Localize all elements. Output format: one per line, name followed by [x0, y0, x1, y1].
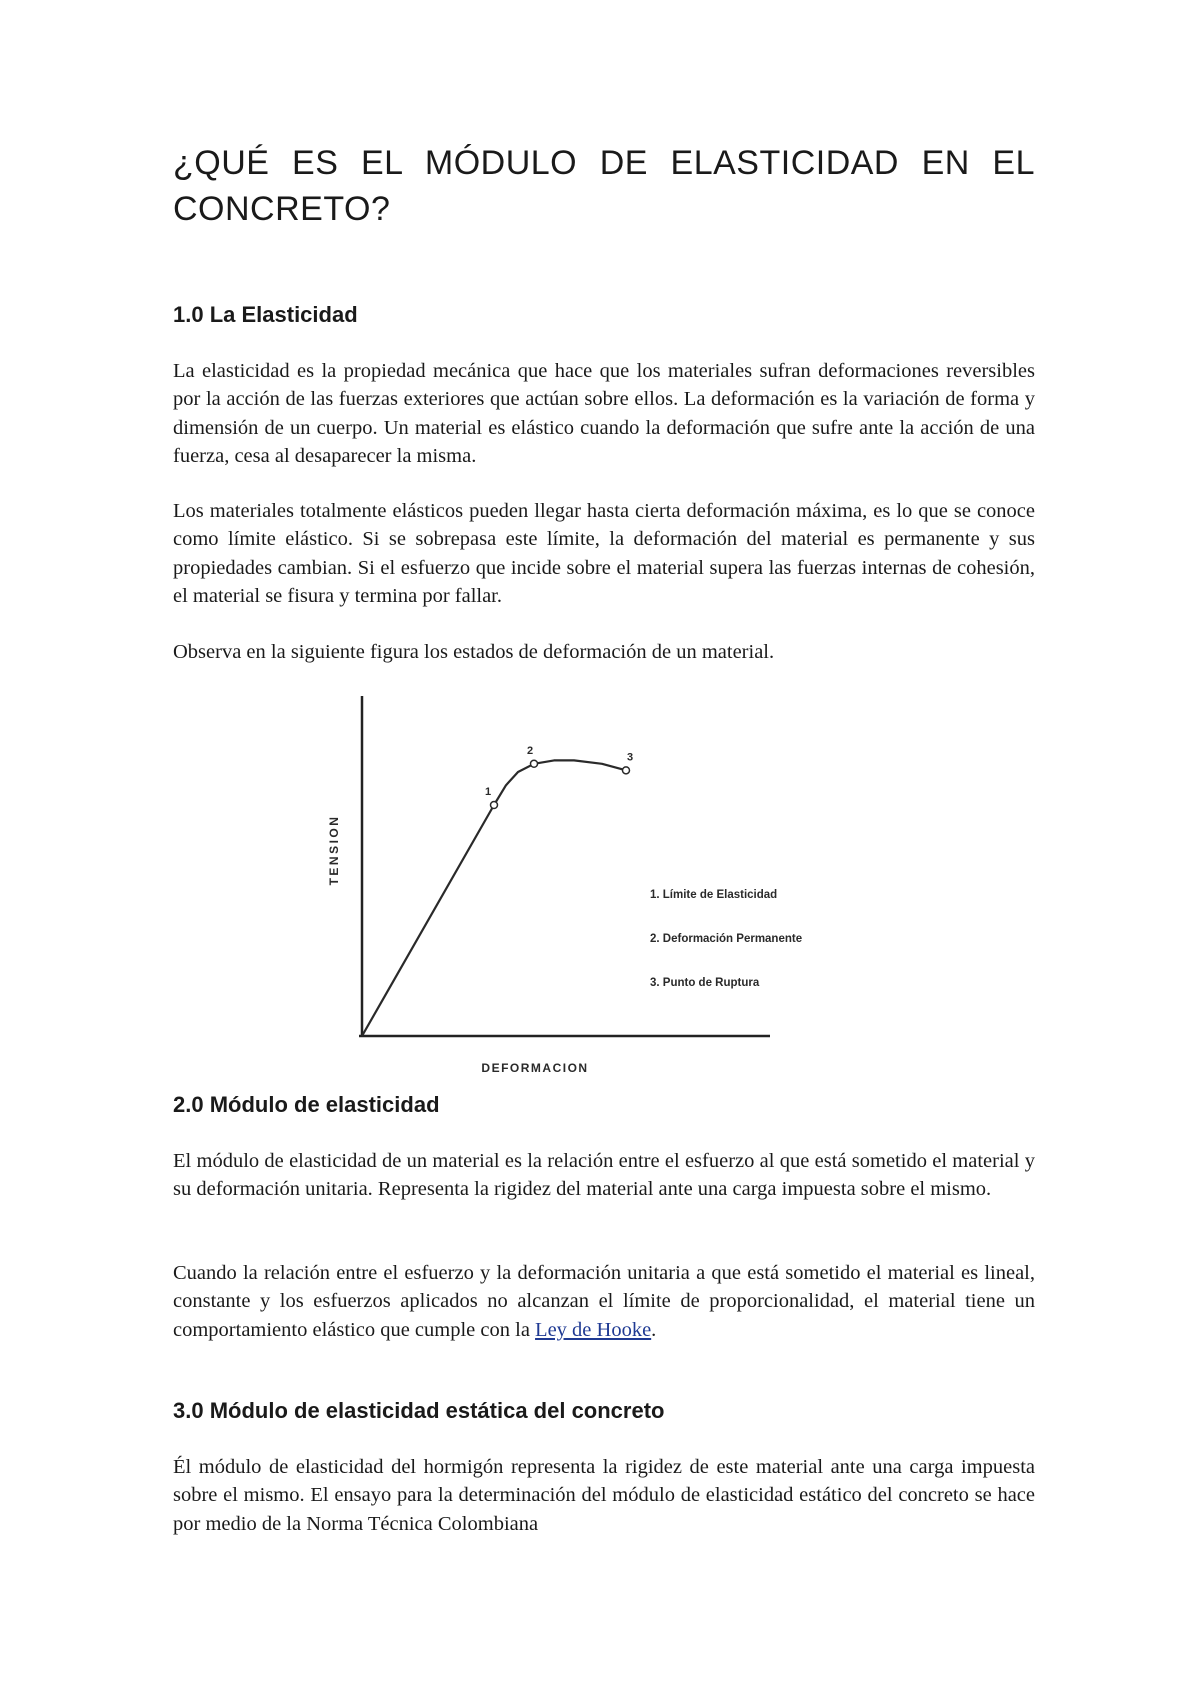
ley-de-hooke-link[interactable]: Ley de Hooke [535, 1318, 652, 1341]
section-heading-modulo-estatico: 3.0 Módulo de elasticidad estática del concreto [173, 1398, 665, 1423]
point-2 [531, 760, 538, 767]
y-axis-label: TENSION [327, 814, 341, 886]
point-label-2: 2 [526, 744, 534, 757]
stress-strain-figure [300, 690, 880, 1090]
legend-entry-1: 1. Límite de Elasticidad [650, 889, 778, 901]
page-title: ¿QUÉ ES EL MÓDULO DE ELASTICIDAD EN EL CONCRETO? [173, 144, 1035, 228]
point-1 [491, 802, 498, 809]
paragraph-ley-hooke [173, 1259, 1035, 1344]
legend-entry-2: 2. Deformación Permanente [650, 933, 803, 945]
paragraph-modulo-estatico: Él módulo de elasticidad del hormigón representa la rigidez de este material ante una carga impuesta sobre el mismo. El ensayo para la determinación del módulo de elasticidad estático del concreto se hace por medio de la Norma Técnica Colombiana [173, 1456, 1035, 1535]
point-label-3: 3 [626, 751, 634, 764]
section-heading-modulo-elasticidad: 2.0 Módulo de elasticidad [173, 1092, 440, 1117]
paragraph-modulo-definicion: El módulo de elasticidad de un material es la relación entre el esfuerzo al que está sometido el material y su deformación unitaria. Representa la rigidez del material ante una carga impuesta sobre el mismo. [173, 1150, 1035, 1201]
point-3 [623, 767, 630, 774]
hooke-text-before: Cuando la relación entre el esfuerzo y la deformación unitaria a que está sometido el material es lineal, constante y los esfuerzos aplicados no alcanzan el límite de proporcionalidad, el material tiene un comportamiento elástico que cumple con la [173, 1262, 1035, 1341]
paragraph-limite-elastico: Los materiales totalmente elásticos pueden llegar hasta cierta deformación máxima, es lo que se conoce como límite elástico. Si se sobrepasa este límite, la deformación del material es permanente y sus propiedades cambian. Si el esfuerzo que incide sobre el material supera las fuerzas internas de cohesión, el material se fisura y termina por fallar. [173, 500, 1035, 607]
point-label-1: 1 [484, 786, 492, 798]
stress-strain-chart [300, 690, 880, 1090]
x-axis-label: DEFORMACION [481, 1061, 589, 1075]
legend-entry-3: 3. Punto de Ruptura [650, 977, 760, 989]
paragraph-elasticidad-definicion: La elasticidad es la propiedad mecánica que hace que los materiales sufran deformaciones reversibles por la acción de las fuerzas exteriores que actúan sobre ellos. La deformación es la variación de forma y dimensión de un cuerpo. Un material es elástico cuando la deformación que sufre ante la acción de una fuerza, cesa al desaparecer la misma. [173, 360, 1035, 467]
chart-points [485, 745, 633, 809]
hooke-text-after: . [651, 1318, 657, 1341]
chart-legend [650, 889, 802, 989]
paragraph-figure-intro: Observa en la siguiente figura los estados de deformación de un material. [173, 641, 775, 663]
section-heading-elasticidad: 1.0 La Elasticidad [173, 302, 358, 327]
